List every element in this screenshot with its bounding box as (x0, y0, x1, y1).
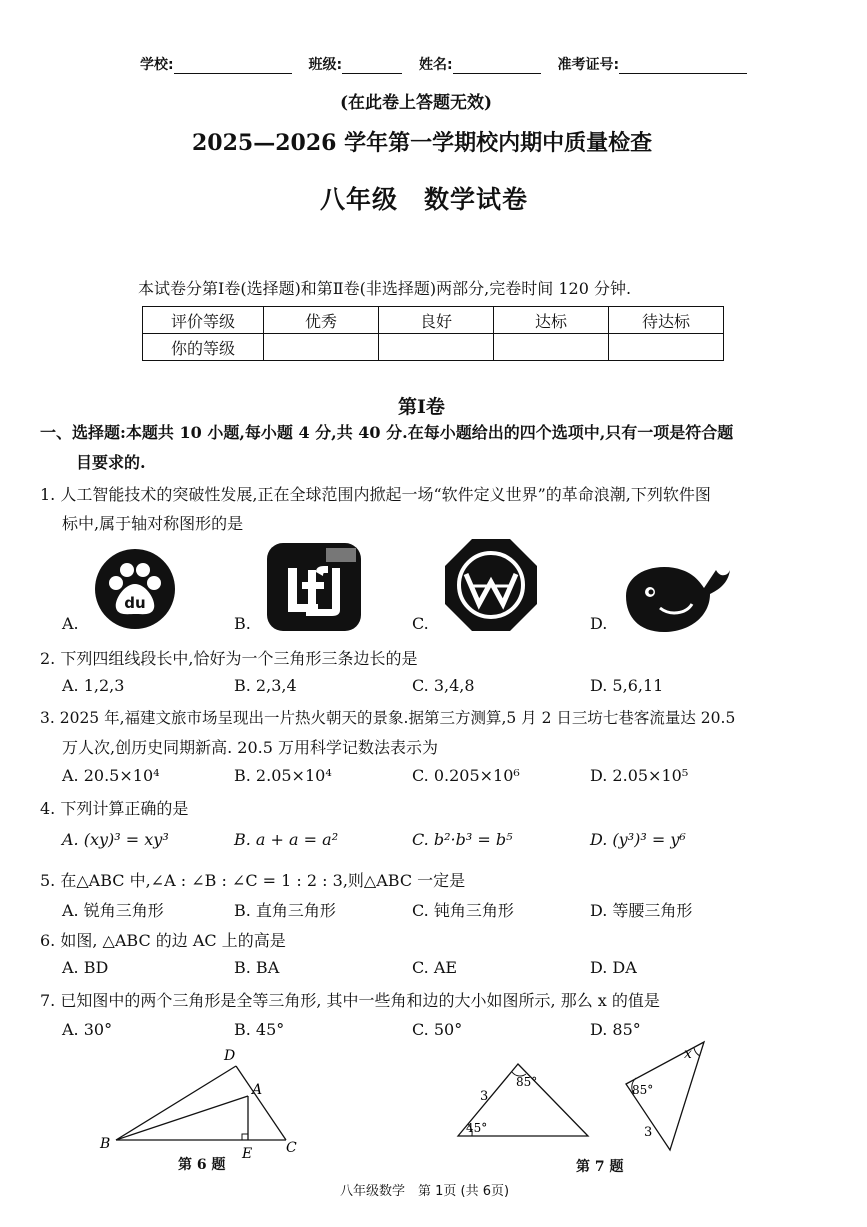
baidu-icon-text: du (124, 594, 146, 612)
q6-option-d[interactable]: D. DA (590, 958, 637, 977)
q1-option-label[interactable]: C. (412, 614, 429, 633)
paper-subtitle: 八年级 数学试卷 (320, 185, 529, 214)
angle-arc-x (694, 1048, 700, 1056)
grade-table (142, 306, 724, 361)
q7-option-b[interactable]: B. 45° (234, 1020, 285, 1039)
q3-stem: 3. 2025 年,福建文旅市场呈现出一片热火朝天的景象.据第三方测算,5 月 2 日三坊七巷客流量达 20.5 (40, 709, 736, 727)
q5-stem: 5. 在△ABC 中,∠A : ∠B : ∠C = 1 : 2 : 3,则△ABC 一定是 (40, 871, 466, 890)
intro-text: 本试卷分第Ⅰ卷(选择题)和第Ⅱ卷(非选择题)两部分,完卷时间 120 分钟. (138, 279, 632, 298)
q5-option-d[interactable]: D. 等腰三角形 (590, 901, 693, 920)
label-a: A (252, 1082, 263, 1098)
q5-option-a[interactable]: A. 锐角三角形 (62, 901, 164, 920)
grade-header-cell: 良好 (379, 307, 494, 334)
whale-icon (620, 556, 732, 634)
label-d: D (224, 1048, 236, 1064)
label-b: B (100, 1136, 111, 1152)
figure-7 (450, 1040, 750, 1152)
q3-option-b[interactable]: B. 2.05×10⁴ (234, 766, 332, 785)
notice: (在此卷上答题无效) (340, 93, 493, 113)
q2-option-a[interactable]: A. 1,2,3 (62, 676, 125, 695)
exam-title: 2025—2026 学年第一学期校内期中质量检查 (192, 130, 653, 156)
figure-7-caption: 第 7 题 (576, 1159, 624, 1175)
school-label: 学校: (140, 57, 174, 73)
figure-6-caption: 第 6 题 (178, 1157, 226, 1173)
q2-option-c[interactable]: C. 3,4,8 (412, 676, 475, 695)
right-angle-mark (242, 1134, 248, 1140)
q4-option-b[interactable]: B. a + a = a² (234, 830, 339, 849)
grade-cell[interactable] (609, 334, 724, 361)
lf-logo-icon (266, 542, 362, 632)
q3-option-c[interactable]: C. 0.205×10⁶ (412, 766, 520, 785)
section-title: 一、选择题:本题共 10 小题,每小题 4 分,共 40 分.在每小题给出的四个选项中,只有一项是符合题 (40, 423, 734, 442)
exam-number-field[interactable] (619, 59, 747, 74)
left-side-label: 3 (480, 1089, 489, 1104)
class-label: 班级: (308, 57, 343, 73)
segment-ba (116, 1096, 248, 1140)
q2-option-d[interactable]: D. 5,6,11 (590, 676, 664, 695)
your-grade-label: 你的等级 (143, 334, 264, 361)
part-title: 第Ⅰ卷 (398, 396, 445, 418)
q5-option-b[interactable]: B. 直角三角形 (234, 901, 336, 920)
right-angle-label: 85° (632, 1083, 654, 1097)
name-field[interactable] (453, 59, 541, 74)
q2-option-b[interactable]: B. 2,3,4 (234, 676, 297, 695)
w-octagon-icon (444, 538, 538, 632)
q2-stem: 2. 下列四组线段长中,恰好为一个三角形三条边长的是 (40, 649, 418, 668)
label-e: E (242, 1146, 253, 1162)
x-label: x (684, 1046, 692, 1062)
segment-dc (236, 1066, 286, 1140)
q1-stem-cont: 标中,属于轴对称图形的是 (62, 514, 244, 533)
q4-option-c[interactable]: C. b²·b³ = b⁵ (412, 830, 513, 849)
name-label: 姓名: (418, 57, 453, 73)
q3-option-a[interactable]: A. 20.5×10⁴ (62, 766, 160, 785)
q1-option-label[interactable]: B. (234, 614, 251, 633)
q6-option-a[interactable]: A. BD (62, 958, 109, 977)
grade-header-cell: 达标 (494, 307, 609, 334)
figure-6 (92, 1044, 312, 1162)
q7-option-d[interactable]: D. 85° (590, 1020, 641, 1039)
q6-option-c[interactable]: C. AE (412, 958, 458, 977)
class-field[interactable] (342, 59, 402, 74)
q4-option-d[interactable]: D. (y³)³ = y⁶ (590, 830, 686, 849)
grade-header-cell: 评价等级 (143, 307, 264, 334)
q4-option-a[interactable]: A. (xy)³ = xy³ (62, 830, 169, 849)
exam-number-label: 准考证号: (557, 57, 620, 73)
grade-cell[interactable] (379, 334, 494, 361)
q6-option-b[interactable]: B. BA (234, 958, 280, 977)
q6-stem: 6. 如图, △ABC 的边 AC 上的高是 (40, 931, 286, 950)
q5-option-c[interactable]: C. 钝角三角形 (412, 901, 514, 920)
q3-stem-cont: 万人次,创历史同期新高. 20.5 万用科学记数法表示为 (62, 738, 438, 757)
grade-cell[interactable] (264, 334, 379, 361)
segment-bd (116, 1066, 236, 1140)
q7-option-a[interactable]: A. 30° (62, 1020, 113, 1039)
exam-header (140, 54, 759, 74)
q7-option-c[interactable]: C. 50° (412, 1020, 463, 1039)
left-top-angle: 85° (516, 1075, 538, 1089)
grade-header-cell: 待达标 (609, 307, 724, 334)
q1-option-label[interactable]: A. (62, 614, 79, 633)
q1-option-label[interactable]: D. (590, 614, 608, 633)
grade-cell[interactable] (494, 334, 609, 361)
q4-stem: 4. 下列计算正确的是 (40, 799, 189, 818)
baidu-paw-icon (94, 548, 176, 630)
q3-option-d[interactable]: D. 2.05×10⁵ (590, 766, 689, 785)
q1-stem: 1. 人工智能技术的突破性发展,正在全球范围内掀起一场“软件定义世界”的革命浪潮,下列软件图 (40, 485, 711, 504)
left-bottom-angle: 45° (466, 1121, 488, 1135)
page-footer: 八年级数学 第 1页 (共 6页) (340, 1184, 510, 1199)
grade-header-cell: 优秀 (264, 307, 379, 334)
section-title-cont: 目要求的. (76, 453, 146, 472)
label-c: C (286, 1140, 297, 1156)
right-side-label: 3 (644, 1125, 653, 1140)
school-field[interactable] (174, 59, 292, 74)
q7-stem: 7. 已知图中的两个三角形是全等三角形, 其中一些角和边的大小如图所示, 那么 x 的值是 (40, 991, 660, 1010)
